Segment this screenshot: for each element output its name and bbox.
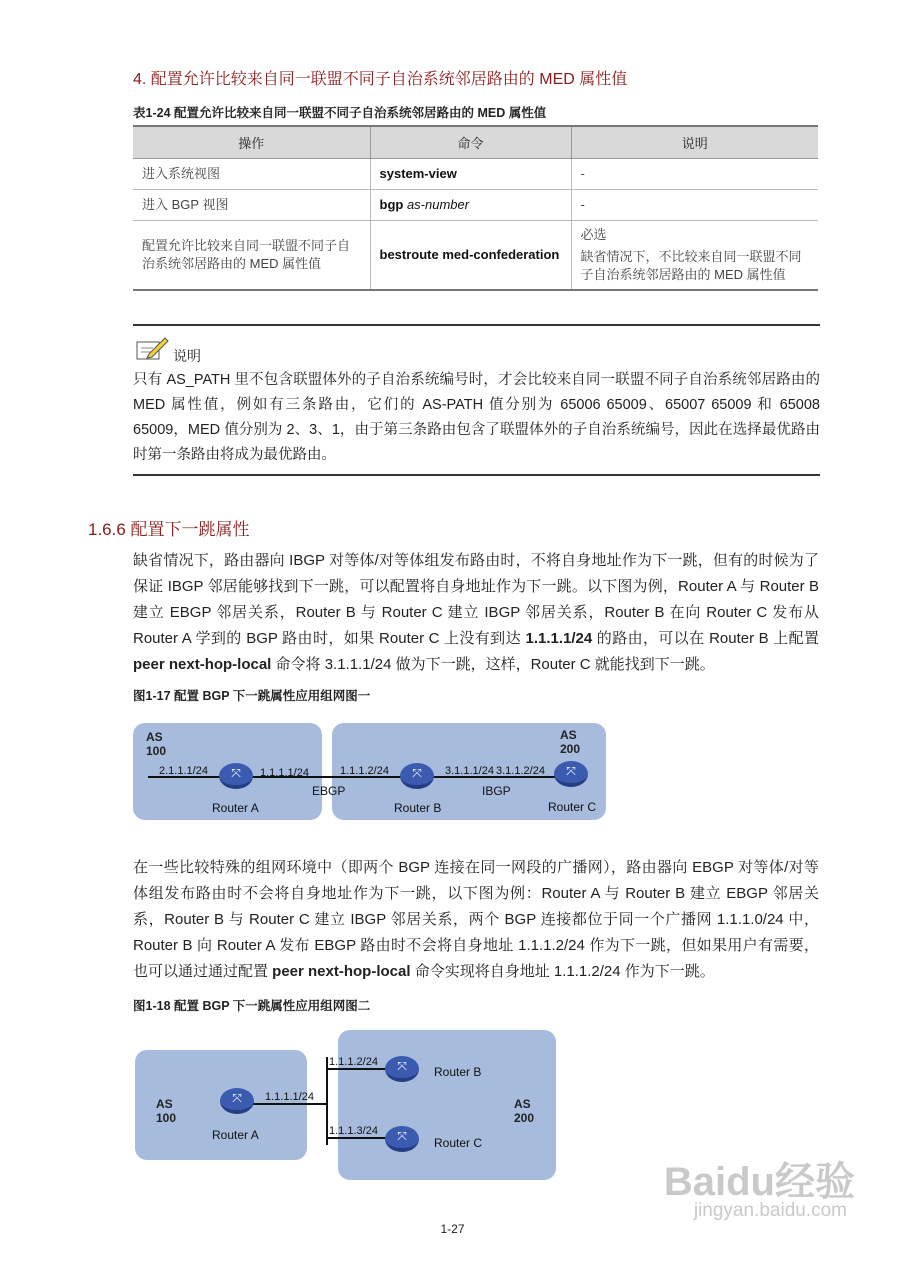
as200-label: AS 200	[560, 728, 581, 756]
broadcast-bus	[326, 1057, 328, 1145]
cell-command	[370, 221, 571, 291]
command-keyword: bgp	[379, 197, 404, 212]
table-row	[133, 221, 818, 291]
baidu-watermark-url: jingyan.baidu.com	[693, 1200, 847, 1221]
desc-required: 必选	[580, 227, 607, 242]
router-b-icon: ⤧	[400, 763, 434, 789]
router-a-icon: ⤧	[219, 763, 253, 789]
text-bold: 1.1.1.1/24	[525, 630, 593, 647]
cell-operation: 进入 BGP 视图	[133, 190, 370, 221]
command-keyword: system-view	[379, 166, 457, 181]
note-title: 说明	[173, 348, 201, 364]
cell-operation: 进入系统视图	[133, 159, 370, 190]
as100-label: AS 100	[146, 730, 167, 758]
subsection-heading: 4. 配置允许比较来自同一联盟不同子自治系统邻居路由的 MED 属性值	[133, 71, 628, 88]
link-line	[252, 1103, 327, 1105]
ip-label: 2.1.1.1/24	[159, 765, 208, 777]
link-line	[327, 1137, 387, 1139]
ebgp-label: EBGP	[312, 784, 346, 798]
router-c-icon: ⤧	[385, 1126, 419, 1152]
ibgp-label: IBGP	[482, 784, 511, 798]
ip-label: 1.1.1.1/24	[265, 1091, 314, 1103]
paragraph-2	[133, 855, 819, 985]
page-number: 1-27	[440, 1222, 465, 1236]
as100-label: AS 100	[156, 1097, 177, 1125]
ip-label: 1.1.1.2/24	[340, 765, 389, 777]
ip-label: 1.1.1.3/24	[329, 1125, 378, 1137]
desc-default: 缺省情况下，不比较来自同一联盟不同子自治系统邻居路由的 MED 属性值	[580, 249, 802, 282]
text: 在一些比较特殊的组网环境中（即两个 BGP 连接在同一网段的广播网），路由器向 EBGP 对等体/对等体组发布路由时不会将自身地址作为下一跳，以下图为例：Router A 与 Router B 建立 EBGP 邻居关系，Router B 与 Router C 建立 IBGP 邻居关系，两个 BGP 连接都位于同一个广播网 1.1.1.0/24 中，Router B 向 Router A 发布 EBGP 路由时不会将自身地址 1.1.1.2/24 作为下一跳，但如果用户有需要，也可以通过通过配置	[133, 859, 819, 980]
cell-command	[370, 159, 571, 190]
figure-1-caption: 图1-17 配置 BGP 下一跳属性应用组网图一	[133, 689, 371, 703]
header-description: 说明	[571, 126, 818, 159]
router-c-label: Router C	[434, 1136, 483, 1150]
router-b-label: Router B	[394, 801, 442, 815]
command-bold: peer next-hop-local	[272, 963, 411, 980]
text: 命令实现将自身地址 1.1.1.2/24 作为下一跳。	[410, 963, 715, 980]
header-command: 命令	[370, 126, 571, 159]
cell-description	[571, 221, 818, 291]
note-box	[133, 324, 820, 476]
router-b-icon: ⤧	[385, 1056, 419, 1082]
text: 命令将 3.1.1.1/24 做为下一跳，这样，Router C 就能找到下一跳。	[271, 656, 715, 673]
section-heading: 1.6.6 配置下一跳属性	[88, 520, 250, 539]
ip-label: 1.1.1.2/24	[329, 1056, 378, 1068]
paragraph-1	[133, 548, 819, 678]
router-a-label: Router A	[212, 801, 259, 815]
baidu-watermark-logo: Baidu经验	[663, 1160, 855, 1204]
cell-description: -	[571, 190, 818, 221]
ip-label: 1.1.1.1/24	[260, 767, 309, 779]
text: 的路由，可以在 Router B 上配置	[592, 630, 819, 647]
table-row	[133, 190, 818, 221]
note-pencil-icon	[135, 336, 169, 362]
command-table	[133, 125, 818, 291]
text: 缺省情况下，路由器向 IBGP 对等体/对等体组发布路由时，不将自身地址作为下一跳，但有的时候为了保证 IBGP 邻居能够找到下一跳，可以配置将自身地址作为下一跳。以下图为例，Router A 与 Router B 建立 EBGP 邻居关系，Router B 与 Router C 建立 IBGP 邻居关系，Router B 在向 Router C 发布从 Router A 学到的 BGP 路由时，如果 Router C 上没有到达	[133, 552, 819, 647]
router-c-icon: ⤧	[554, 761, 588, 787]
note-body: 只有 AS_PATH 里不包含联盟体外的子自治系统编号时，才会比较来自同一联盟不同子自治系统邻居路由的 MED 属性值，例如有三条路由，它们的 AS-PATH 值分别为 65006 65009、65007 65009 和 65008 65009，MED 值分别为 2、3、1，由于第三条路由包含了联盟体外的子自治系统编号，因此在选择最优路由时第一条路由将成为最优路由。	[133, 372, 820, 463]
router-c-label: Router C	[548, 800, 597, 814]
command-keyword: bestroute med-confederation	[379, 247, 560, 262]
router-a-icon: ⤧	[220, 1088, 254, 1114]
command-bold: peer next-hop-local	[133, 656, 272, 673]
cell-description: -	[571, 159, 818, 190]
router-a-label: Router A	[212, 1128, 259, 1142]
ip-label: 3.1.1.1/24	[445, 765, 494, 777]
as200-label: AS 200	[514, 1097, 535, 1125]
table-caption: 表1-24 配置允许比较来自同一联盟不同子自治系统邻居路由的 MED 属性值	[133, 106, 547, 120]
cell-command	[370, 190, 571, 221]
figure-2-caption: 图1-18 配置 BGP 下一跳属性应用组网图二	[133, 999, 371, 1013]
ip-label: 3.1.1.2/24	[496, 765, 545, 777]
table-header	[133, 126, 818, 159]
cell-operation: 配置允许比较来自同一联盟不同子自治系统邻居路由的 MED 属性值	[133, 221, 370, 291]
table-row	[133, 159, 818, 190]
header-operation: 操作	[133, 126, 370, 159]
router-b-label: Router B	[434, 1065, 482, 1079]
command-argument: as-number	[406, 197, 470, 212]
link-line	[327, 1068, 387, 1070]
